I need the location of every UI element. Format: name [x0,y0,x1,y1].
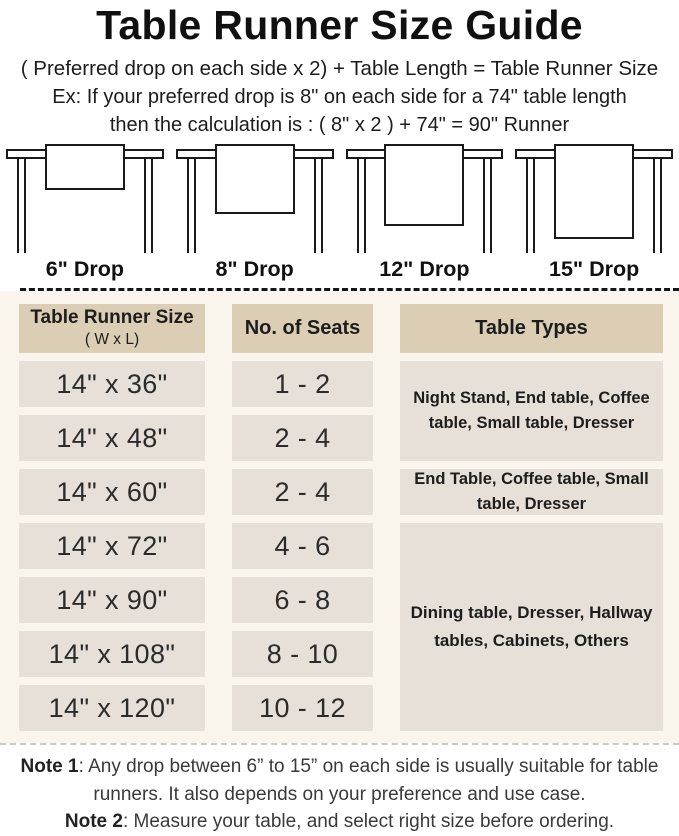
size-cell: 14" x 90" [19,577,205,623]
drop-label-15: 15" Drop [549,257,640,282]
table-illustration-8-drop [170,143,340,255]
seats-cell: 10 - 12 [232,685,373,731]
table-leg-right [314,157,323,253]
table-types-cell-large: Dining table, Dresser, Hallway tables, Cabinets, Others [400,523,663,731]
size-cell: 14" x 108" [19,631,205,677]
table-illustration-6-drop [0,143,170,255]
note-1: Note 1: Any drop between 6” to 15” on each side is usually suitable for table runners. It also depends on your preference and use case. [20,756,659,805]
column-header-runner-size: Table Runner Size ( W x L) [19,304,205,353]
header [0,0,679,137]
column-header-table-types: Table Types [400,304,663,353]
table-types-cell-small: Night Stand, End table, Coffee table, Small table, Dresser [400,361,663,461]
table-leg-right [653,157,662,253]
size-cell: 14" x 60" [19,469,205,515]
runner-drape [45,144,125,190]
table-leg-left [357,157,366,253]
note-2: Note 2: Measure your table, and select right size before ordering. [64,811,615,833]
table-leg-right [144,157,153,253]
size-guide-table [19,304,663,731]
runner-drape [384,144,464,226]
size-cell: 14" x 72" [19,523,205,569]
formula-text: ( Preferred drop on each side x 2) + Table Length = Table Runner Size [20,57,659,81]
seats-cell: 2 - 4 [232,415,373,461]
size-cell: 14" x 36" [19,361,205,407]
table-types-cell-medium: End Table, Coffee table, Small table, Dresser [400,469,663,515]
page-title: Table Runner Size Guide [96,2,583,48]
seats-cell: 4 - 6 [232,523,373,569]
size-guide-table-section [0,291,679,743]
seats-cell: 1 - 2 [232,361,373,407]
runner-drape [215,144,295,214]
example-line-2: then the calculation is : ( 8" x 2 ) + 74" = 90" Runner [109,114,570,137]
drop-label-6: 6" Drop [45,257,125,282]
seats-cell: 2 - 4 [232,469,373,515]
drop-label-8: 8" Drop [215,257,294,282]
table-illustrations-row [0,143,679,255]
table-leg-left [187,157,196,253]
table-leg-left [17,157,26,253]
column-header-seats: No. of Seats [232,304,373,353]
example-line-1: Ex: If your preferred drop is 8" on each side for a 74" table length [52,86,627,109]
runner-drape [554,144,634,239]
table-illustration-12-drop [340,143,510,255]
table-illustration-15-drop [509,143,679,255]
seats-cell: 8 - 10 [232,631,373,677]
table-leg-right [483,157,492,253]
size-cell: 14" x 120" [19,685,205,731]
drop-labels-row [0,255,679,288]
size-cell: 14" x 48" [19,415,205,461]
drop-label-12: 12" Drop [379,257,470,282]
seats-cell: 6 - 8 [232,577,373,623]
notes-section [0,745,679,836]
table-leg-left [526,157,535,253]
